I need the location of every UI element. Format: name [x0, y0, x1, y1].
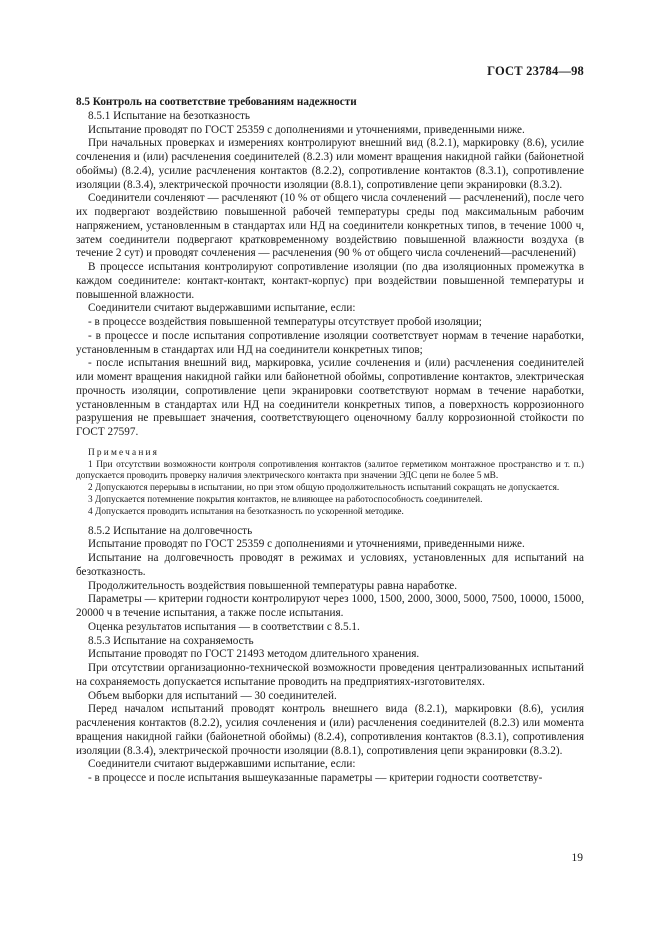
standard-code-header: ГОСТ 23784—98 — [487, 64, 584, 78]
paragraph: Испытание на долговечность проводят в режимах и условиях, установленных для испытаний на безотказность. — [76, 552, 584, 578]
list-item: - в процессе и после испытания сопротивление изоляции соответствует нормам в течение наработки, установленным в стандартах или НД на соединители конкретных типов; — [76, 329, 584, 356]
subsection-heading: 8.5.3 Испытание на сохраняемость — [88, 634, 254, 647]
paragraph: В процессе испытания контролируют сопротивление изоляции (по два изоляционных промежутка в каждом соединителе: контакт-контакт, контакт-корпус) при воздействии повышенной температуры и повышенной влажности. — [76, 261, 584, 301]
notes-block — [76, 448, 584, 519]
note-item: 1 При отсутствии возможности контроля сопротивления контактов (залитое герметиком монтажное пространство и т. п.) допускается проводить проверку наличия электрического контакта при значении ЭДС цепи не более 5 мВ. — [76, 459, 584, 482]
section-title: 8.5 Контроль на соответствие требованиям надежности — [76, 96, 357, 108]
page-number: 19 — [571, 852, 583, 864]
paragraph: Параметры — критерии годности контролируют через 1000, 1500, 2000, 3000, 5000, 7500, 10000, 15000, 20000 ч в течение испытания, а также после испытания. — [76, 593, 584, 620]
paragraph: Испытание проводят по ГОСТ 21493 методом длительного хранения. — [88, 648, 420, 661]
subsection-heading: 8.5.1 Испытание на безотказность — [88, 109, 251, 122]
paragraph: Объем выборки для испытаний — 30 соединителей. — [88, 689, 337, 702]
note-item: 4 Допускается проводить испытания на безотказность по ускоренной методике. — [88, 506, 404, 517]
paragraph: При начальных проверках и измерениях контролируют внешний вид (8.2.1), маркировку (8.6), усилие сочленения и (или) расчленения соединителей (8.2.3) или момент вращения накидной гайки (байонетной обоймы) (8.2.4), усилие расчленения контактов (8.2.2), сопротивление контактов (8.3.1), сопротивление изоляции (8.3.4), электрической прочности изоляции (8.8.1), сопротивление цепи экранировки (8.3.2). — [76, 137, 584, 191]
subsection-heading: 8.5.2 Испытание на долговечность — [88, 524, 253, 537]
list-item: - в процессе и после испытания вышеуказанные параметры — критерии годности соответству- — [88, 772, 543, 785]
paragraph: Испытание проводят по ГОСТ 25359 с дополнениями и уточнениями, приведенными ниже. — [88, 123, 525, 136]
paragraph: Испытание проводят по ГОСТ 25359 с дополнениями и уточнениями, приведенными ниже. — [88, 538, 525, 551]
paragraph: Оценка результатов испытания — в соответствии с 8.5.1. — [88, 620, 360, 633]
list-item: - в процессе воздействия повышенной температуры отсутствует пробой изоляции; — [88, 316, 482, 328]
list-item: - после испытания внешний вид, маркировка, усилие сочленения и (или) расчленения соединителей или момент вращения накидной гайки или байонетной обоймы, сопротивление контактов, электрическая прочность изоляции, сопротивление цепи экранировки соответствуют нормам в течение наработки, установленным в стандартах или НД на соединители конкретных типов, а поверхность коррозионного разрушения не превышает значения, соответствующего оценочному баллу коррозионной стойкости по ГОСТ 27597. — [76, 357, 584, 438]
paragraph: Продолжительность воздействия повышенной температуры равна наработке. — [88, 579, 458, 592]
page-body — [76, 96, 584, 786]
note-item: 2 Допускаются перерывы в испытании, но при этом общую продолжительность испытаний сокращать не допускается. — [88, 483, 560, 494]
notes-title: Примечания — [88, 447, 160, 458]
paragraph: Соединители считают выдержавшими испытание, если: — [88, 302, 356, 315]
paragraph: Соединители считают выдержавшими испытание, если: — [88, 758, 356, 771]
paragraph: При отсутствии организационно-технической возможности проведения централизованных испытаний на сохраняемость допускается испытание проводить на предприятиях-изготовителях. — [76, 662, 584, 688]
paragraph: Перед началом испытаний проводят контроль внешнего вида (8.2.1), маркировки (8.6), усилия расчленения контактов (8.2.2), усилия сочленения и (или) расчленения соединителей (8.2.3) или момента вращения накидной гайки (байонетной обоймы) (8.2.4), сопротивления контактов (8.3.1), сопротивления изоляции (8.3.4), электрической прочности изоляции (8.8.1), сопротивления цепи экранировки (8.3.2). — [76, 703, 584, 757]
paragraph: Соединители сочленяют — расчленяют (10 % от общего числа сочленений — расчленений), после чего их подвергают воздействию повышенной рабочей температуры среды под максимальным рабочим напряжением, установленным в стандартах или НД на соединители конкретных типов, в течение 1000 ч, затем соединители подвергают кратковременному воздействию повышенной влажности воздуха (в течение 2 сут) и проводят сочленения — расчленения (90 % от общего числа сочленений—расчленений) — [76, 192, 584, 260]
note-item: 3 Допускается потемнение покрытия контактов, не влияющее на работоспособность соединителей. — [88, 494, 483, 505]
